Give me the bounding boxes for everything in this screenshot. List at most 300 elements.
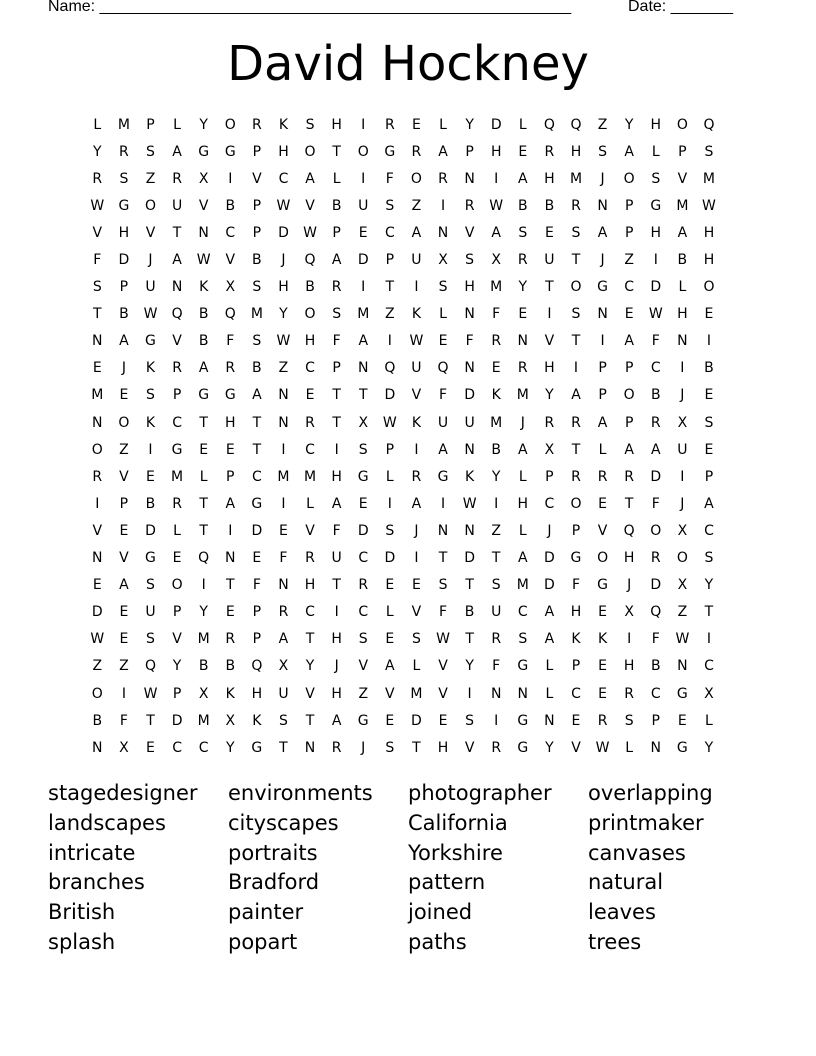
grid-letter: P	[545, 468, 554, 485]
grid-letter: I	[706, 333, 712, 350]
grid-letter: N	[490, 685, 502, 702]
grid-letter: S	[598, 143, 608, 160]
grid-letter: A	[491, 224, 501, 241]
word-list	[48, 779, 768, 958]
grid-letter: R	[491, 739, 502, 756]
header	[48, 0, 748, 20]
grid-letter: P	[119, 495, 129, 512]
grid-letter: E	[704, 306, 714, 323]
grid-letter: I	[334, 441, 339, 458]
grid-letter: U	[411, 360, 422, 377]
grid-letter: A	[677, 224, 688, 241]
grid-letter: V	[305, 522, 315, 539]
grid-row	[84, 626, 744, 653]
grid-letter: S	[651, 170, 661, 187]
grid-letter: N	[278, 577, 289, 594]
grid-letter: L	[93, 116, 102, 133]
grid-letter: R	[358, 577, 369, 594]
grid-letter: V	[438, 658, 448, 675]
grid-letter: Y	[704, 739, 714, 756]
grid-letter: U	[171, 197, 183, 214]
grid-letter: R	[92, 468, 103, 485]
grid-letter: S	[119, 170, 129, 187]
grid-letter: U	[278, 685, 289, 702]
grid-letter: G	[517, 658, 529, 675]
grid-letter: G	[171, 441, 183, 458]
grid-letter: D	[171, 712, 183, 729]
grid-letter: E	[598, 604, 607, 621]
grid-letter: I	[228, 170, 233, 187]
grid-letter: O	[623, 387, 635, 404]
word-list-item: trees	[588, 929, 642, 954]
grid-letter: A	[119, 577, 129, 594]
grid-letter: E	[438, 333, 448, 350]
grid-letter: R	[624, 468, 635, 485]
grid-letter: T	[465, 577, 474, 594]
grid-letter: P	[571, 522, 581, 539]
grid-letter: E	[119, 604, 129, 621]
grid-letter: R	[225, 360, 236, 377]
word-list-item: splash	[48, 929, 116, 954]
grid-letter: P	[704, 468, 714, 485]
grid-letter: I	[680, 360, 685, 377]
grid-letter: O	[623, 170, 635, 187]
grid-letter: G	[650, 197, 662, 214]
grid-letter: G	[517, 739, 529, 756]
grid-letter: V	[172, 631, 182, 648]
grid-letter: G	[198, 387, 210, 404]
grid-letter: R	[650, 414, 661, 431]
grid-letter: F	[651, 631, 660, 648]
grid-letter: F	[119, 712, 128, 729]
grid-letter: F	[226, 333, 235, 350]
grid-letter: F	[465, 333, 474, 350]
grid-letter: D	[384, 387, 396, 404]
grid-letter: X	[677, 414, 688, 431]
grid-letter: A	[358, 333, 369, 350]
grid-letter: J	[414, 522, 419, 539]
word-list-item: branches	[48, 870, 145, 895]
grid-letter: E	[358, 224, 368, 241]
grid-letter: E	[411, 116, 421, 133]
grid-letter: N	[597, 197, 608, 214]
grid-letter: C	[305, 604, 315, 621]
grid-letter: T	[279, 739, 288, 756]
grid-letter: D	[251, 522, 263, 539]
grid-letter: W	[90, 197, 105, 214]
grid-letter: G	[251, 495, 263, 512]
grid-letter: Z	[92, 658, 103, 675]
grid-row	[84, 382, 744, 409]
word-list-item: paths	[408, 929, 467, 954]
grid-letter: I	[148, 441, 153, 458]
grid-letter: V	[358, 658, 369, 675]
grid-letter: B	[491, 441, 501, 458]
grid-letter: D	[464, 387, 475, 404]
grid-letter: N	[517, 685, 529, 702]
grid-letter: N	[437, 522, 449, 539]
grid-letter: P	[678, 143, 687, 160]
word-list-item: portraits	[228, 840, 318, 865]
grid-letter: G	[517, 712, 529, 729]
grid-letter: O	[597, 550, 609, 567]
grid-letter: C	[517, 604, 528, 621]
grid-letter: V	[305, 685, 315, 702]
grid-letter: N	[304, 739, 316, 756]
grid-letter: R	[544, 414, 555, 431]
grid-letter: S	[146, 143, 155, 160]
grid-letter: W	[90, 631, 105, 648]
grid-letter: Y	[624, 116, 634, 133]
grid-letter: S	[624, 712, 634, 729]
grid-letter: E	[491, 360, 501, 377]
grid-letter: O	[703, 279, 715, 296]
grid-letter: Y	[279, 306, 288, 323]
grid-letter: V	[597, 522, 608, 539]
grid-letter: V	[172, 333, 182, 350]
grid-letter: L	[678, 279, 687, 296]
grid-letter: A	[278, 631, 289, 648]
grid-letter: N	[171, 279, 183, 296]
word-list-item: painter	[228, 900, 304, 925]
grid-letter: A	[411, 495, 422, 512]
grid-letter: I	[573, 360, 579, 377]
grid-letter: K	[278, 116, 289, 133]
grid-letter: L	[306, 495, 314, 512]
grid-letter: S	[571, 306, 581, 323]
grid-letter: M	[490, 279, 503, 296]
grid-letter: N	[437, 224, 449, 241]
grid-letter: B	[305, 279, 315, 296]
grid-letter: S	[518, 631, 528, 648]
grid-letter: S	[146, 387, 155, 404]
grid-letter: A	[172, 252, 182, 269]
grid-letter: T	[704, 604, 714, 621]
grid-letter: F	[492, 306, 501, 323]
grid-letter: H	[304, 333, 316, 350]
grid-letter: P	[624, 224, 634, 241]
grid-letter: B	[119, 306, 129, 323]
grid-letter: V	[225, 252, 236, 269]
grid-letter: C	[544, 495, 555, 512]
grid-letter: T	[332, 387, 341, 404]
grid-letter: X	[438, 252, 448, 269]
grid-letter: P	[571, 658, 581, 675]
grid-letter: H	[490, 143, 502, 160]
grid-letter: Y	[545, 739, 554, 756]
grid-row	[84, 138, 744, 165]
grid-letter: T	[172, 224, 182, 241]
grid-letter: T	[545, 279, 554, 296]
grid-letter: A	[172, 143, 182, 160]
word-list-item: joined	[408, 900, 473, 925]
grid-letter: R	[305, 414, 315, 431]
grid-row	[84, 599, 744, 626]
grid-letter: E	[704, 387, 714, 404]
grid-letter: K	[225, 685, 235, 702]
grid-letter: A	[252, 387, 262, 404]
grid-letter: V	[411, 387, 422, 404]
grid-letter: H	[517, 495, 529, 512]
grid-letter: R	[597, 468, 608, 485]
grid-letter: W	[303, 224, 317, 241]
grid-letter: A	[650, 441, 661, 458]
grid-letter: C	[305, 441, 315, 458]
grid-row	[84, 301, 744, 328]
grid-letter: R	[571, 197, 581, 214]
grid-letter: W	[462, 495, 477, 512]
grid-letter: E	[518, 143, 528, 160]
grid-row	[84, 246, 744, 273]
grid-letter: H	[544, 170, 555, 187]
grid-letter: R	[491, 631, 502, 648]
grid-row	[84, 355, 744, 382]
grid-letter: M	[304, 468, 317, 485]
grid-letter: Z	[119, 658, 129, 675]
grid-letter: Y	[225, 739, 235, 756]
grid-letter: L	[199, 468, 208, 485]
grid-letter: H	[331, 685, 342, 702]
grid-letter: M	[117, 116, 130, 133]
grid-letter: G	[676, 685, 688, 702]
grid-letter: Z	[385, 306, 395, 323]
grid-letter: K	[465, 468, 475, 485]
grid-letter: F	[332, 522, 341, 539]
grid-letter: X	[544, 441, 555, 458]
grid-letter: U	[677, 441, 688, 458]
grid-letter: U	[145, 279, 156, 296]
grid-letter: R	[517, 360, 528, 377]
grid-letter: R	[225, 631, 236, 648]
grid-letter: P	[226, 468, 235, 485]
grid-letter: F	[651, 333, 660, 350]
grid-letter: M	[91, 387, 104, 404]
grid-letter: C	[704, 522, 714, 539]
grid-letter: M	[250, 306, 263, 323]
grid-letter: O	[144, 197, 156, 214]
grid-letter: M	[357, 306, 370, 323]
grid-row	[84, 409, 744, 436]
grid-letter: I	[440, 197, 446, 214]
grid-letter: E	[279, 522, 288, 539]
grid-letter: E	[172, 550, 182, 567]
grid-letter: M	[197, 712, 210, 729]
grid-letter: A	[385, 658, 395, 675]
grid-letter: H	[703, 224, 715, 241]
grid-letter: I	[361, 279, 366, 296]
grid-letter: O	[91, 441, 103, 458]
grid-letter: R	[305, 550, 315, 567]
grid-letter: D	[118, 252, 130, 269]
grid-letter: Q	[703, 116, 715, 133]
grid-letter: K	[252, 712, 262, 729]
grid-letter: L	[385, 604, 394, 621]
grid-letter: U	[464, 414, 475, 431]
grid-row	[84, 111, 744, 138]
grid-letter: K	[597, 631, 608, 648]
word-list-item: photographer	[408, 781, 552, 805]
grid-letter: P	[385, 441, 395, 458]
grid-letter: O	[357, 143, 369, 160]
word-list-item: cityscapes	[228, 810, 339, 835]
grid-letter: C	[704, 658, 714, 675]
grid-letter: G	[597, 279, 608, 296]
grid-letter: R	[571, 468, 581, 485]
grid-letter: S	[385, 739, 395, 756]
grid-letter: P	[252, 604, 262, 621]
grid-letter: D	[650, 468, 662, 485]
grid-letter: L	[412, 658, 421, 675]
grid-letter: N	[517, 333, 529, 350]
grid-letter: H	[331, 631, 342, 648]
grid-letter: Q	[198, 550, 210, 567]
grid-letter: L	[625, 739, 634, 756]
grid-letter: R	[331, 739, 342, 756]
grid-letter: S	[358, 441, 368, 458]
grid-letter: K	[199, 279, 209, 296]
grid-letter: V	[252, 170, 262, 187]
grid-letter: P	[651, 712, 660, 729]
grid-letter: O	[676, 550, 688, 567]
grid-row	[84, 653, 744, 680]
grid-letter: I	[494, 170, 499, 187]
grid-letter: R	[571, 414, 581, 431]
grid-letter: H	[331, 116, 342, 133]
grid-letter: O	[91, 685, 103, 702]
grid-letter: I	[414, 441, 419, 458]
grid-letter: U	[145, 604, 156, 621]
grid-letter: B	[225, 658, 236, 675]
grid-letter: B	[225, 197, 236, 214]
grid-letter: H	[703, 252, 715, 269]
grid-letter: E	[146, 739, 155, 756]
grid-letter: R	[119, 143, 129, 160]
grid-letter: U	[437, 414, 449, 431]
grid-row	[84, 165, 744, 192]
grid-letter: N	[650, 739, 661, 756]
grid-row	[84, 490, 744, 517]
grid-letter: T	[571, 333, 581, 350]
grid-letter: Y	[545, 387, 554, 404]
grid-letter: Q	[171, 306, 183, 323]
grid-letter: Y	[465, 658, 474, 675]
grid-letter: U	[331, 550, 342, 567]
grid-letter: H	[544, 360, 555, 377]
grid-letter: P	[119, 279, 129, 296]
grid-letter: Z	[411, 197, 422, 214]
grid-letter: C	[358, 550, 369, 567]
grid-letter: V	[119, 550, 129, 567]
grid-letter: M	[490, 414, 503, 431]
grid-letter: T	[332, 143, 341, 160]
grid-letter: Q	[570, 116, 582, 133]
grid-letter: G	[145, 333, 156, 350]
grid-letter: Y	[93, 143, 102, 160]
grid-letter: Y	[199, 604, 208, 621]
grid-letter: T	[252, 441, 262, 458]
grid-letter: F	[93, 252, 102, 269]
grid-letter: B	[92, 712, 103, 729]
grid-letter: T	[491, 550, 501, 567]
grid-letter: D	[650, 279, 662, 296]
word-list-item: leaves	[588, 900, 656, 925]
word-list-item: environments	[228, 781, 373, 805]
grid-letter: R	[650, 550, 661, 567]
grid-letter: T	[305, 712, 315, 729]
grid-letter: A	[518, 550, 528, 567]
grid-letter: H	[650, 116, 662, 133]
grid-letter: P	[624, 414, 634, 431]
grid-letter: E	[119, 631, 129, 648]
grid-letter: A	[624, 441, 634, 458]
grid-letter: S	[704, 550, 714, 567]
grid-letter: F	[385, 170, 394, 187]
grid-letter: E	[385, 631, 395, 648]
grid-letter: G	[198, 143, 210, 160]
grid-letter: H	[650, 224, 662, 241]
grid-letter: M	[516, 387, 529, 404]
grid-letter: P	[332, 360, 341, 377]
grid-letter: W	[436, 631, 450, 648]
grid-letter: S	[491, 577, 501, 594]
grid-letter: L	[439, 116, 447, 133]
grid-row	[84, 572, 744, 599]
grid-letter: H	[437, 739, 449, 756]
grid-letter: V	[92, 224, 103, 241]
grid-letter: T	[385, 279, 395, 296]
grid-letter: J	[600, 170, 605, 187]
grid-letter: N	[597, 306, 608, 323]
grid-letter: L	[385, 468, 394, 485]
grid-letter: F	[332, 333, 341, 350]
grid-letter: N	[464, 441, 475, 458]
grid-letter: W	[648, 306, 663, 323]
grid-letter: W	[196, 252, 211, 269]
grid-letter: M	[410, 685, 423, 702]
date-field-label: Date: _______	[628, 0, 733, 15]
grid-letter: Q	[251, 658, 263, 675]
grid-letter: L	[545, 658, 554, 675]
grid-letter: Q	[623, 522, 635, 539]
grid-letter: A	[544, 604, 555, 621]
grid-letter: L	[598, 441, 607, 458]
grid-letter: P	[172, 685, 182, 702]
grid-letter: T	[571, 252, 581, 269]
grid-letter: P	[385, 252, 395, 269]
grid-letter: D	[411, 712, 422, 729]
grid-letter: A	[331, 712, 342, 729]
grid-letter: T	[199, 414, 208, 431]
grid-letter: E	[598, 685, 607, 702]
grid-letter: W	[675, 631, 690, 648]
grid-letter: E	[571, 712, 581, 729]
grid-letter: C	[358, 604, 369, 621]
grid-letter: J	[547, 522, 552, 539]
grid-letter: B	[677, 252, 688, 269]
grid-row	[84, 436, 744, 463]
grid-letter: P	[252, 224, 262, 241]
grid-letter: V	[385, 685, 395, 702]
grid-letter: O	[118, 414, 130, 431]
grid-letter: V	[464, 739, 475, 756]
grid-letter: D	[384, 550, 396, 567]
grid-letter: T	[305, 631, 315, 648]
grid-letter: U	[544, 252, 555, 269]
grid-letter: A	[544, 631, 555, 648]
grid-letter: X	[278, 658, 289, 675]
grid-letter: Q	[304, 252, 316, 269]
grid-letter: L	[651, 143, 660, 160]
